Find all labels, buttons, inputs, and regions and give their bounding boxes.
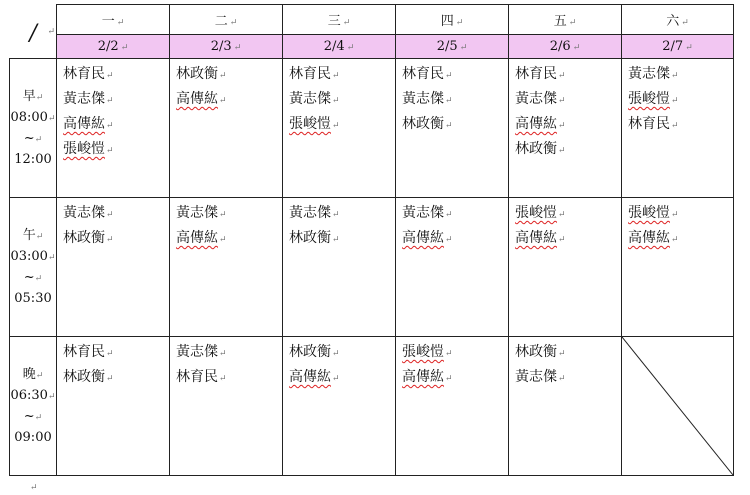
staff-name: 黃志傑↵ [289,91,340,107]
paragraph-mark-icon: ↵ [106,71,114,81]
staff-name: 林育民↵ [628,116,679,132]
paragraph-mark-icon: ↵ [346,43,355,53]
staff-name: 張峻愷↵ [289,116,340,132]
time-slot-cell [10,337,57,476]
corner-mark: / [29,20,37,46]
time-separator: ~↵ [23,269,43,285]
paragraph-mark-icon: ↵ [558,374,566,384]
paragraph-mark-icon: ↵ [332,210,340,220]
paragraph-mark-icon: ↵ [558,210,566,220]
weekday-header [622,5,734,35]
end-time: 12:00 [14,151,52,167]
paragraph-mark-icon: ↵ [332,374,340,384]
paragraph-mark-icon: ↵ [558,71,566,81]
date-label: 2/3 [210,39,232,54]
period-label: 早↵ [22,88,44,104]
weekday-label: 四 [440,14,454,29]
paragraph-mark-icon: ↵ [671,96,679,106]
paragraph-mark-icon: ↵ [47,252,56,263]
date-header-row [10,35,734,59]
schedule-cell [622,59,734,198]
period-label: 晚↵ [22,366,44,382]
schedule-cell [170,198,283,337]
end-time: 09:00 [14,429,52,445]
paragraph-mark-icon: ↵ [445,374,453,384]
time-slot-cell [10,198,57,337]
paragraph-mark-icon: ↵ [34,134,43,145]
staff-name: 林政衡↵ [63,230,114,246]
staff-name: 林育民↵ [289,66,340,82]
staff-name: 林育民↵ [402,66,453,82]
weekday-label: 三 [327,14,341,29]
staff-name: 林育民↵ [176,369,227,385]
schedule-cell [57,337,170,476]
corner-cell [10,5,57,59]
paragraph-mark-icon: ↵ [558,96,566,106]
staff-name: 高傳紘↵ [628,230,679,246]
paragraph-mark-icon: ↵ [681,18,689,28]
schedule-cell [396,59,509,198]
weekday-label: 六 [666,14,680,29]
paragraph-mark-icon: ↵ [120,43,129,53]
staff-name: 黃志傑↵ [289,205,340,221]
staff-name: 林政衡↵ [176,66,227,82]
paragraph-mark-icon: ↵ [106,374,114,384]
schedule-cell [283,337,396,476]
paragraph-mark-icon: ↵ [445,210,453,220]
staff-name: 林育民↵ [63,344,114,360]
paragraph-mark-icon: ↵ [568,18,577,28]
start-time: 08:00↵ [10,109,56,125]
schedule-cell [509,59,622,198]
paragraph-mark-icon: ↵ [572,43,581,53]
staff-name: 黃志傑↵ [515,91,566,107]
schedule-cell [170,337,283,476]
date-header [509,35,622,59]
date-label: 2/6 [549,39,571,54]
paragraph-mark-icon: ↵ [558,349,566,359]
paragraph-mark-icon: ↵ [332,349,340,359]
staff-name: 高傳紘↵ [402,230,453,246]
paragraph-mark-icon: ↵ [558,235,566,245]
staff-name: 高傳紘↵ [63,116,114,132]
paragraph-mark-icon: ↵ [219,235,227,245]
staff-name: 林政衡↵ [402,116,453,132]
paragraph-mark-icon: ↵ [35,231,44,242]
paragraph-mark-icon: ↵ [219,374,227,384]
weekday-header [509,5,622,35]
staff-name: 黃志傑↵ [402,91,453,107]
paragraph-mark-icon: ↵ [219,349,227,359]
weekday-header [396,5,509,35]
empty-slot-diagonal [622,337,733,475]
staff-name: 林政衡↵ [289,230,340,246]
period-row-afternoon [10,198,734,337]
staff-name: 高傳紘↵ [515,230,566,246]
period-row-morning [10,59,734,198]
schedule-cell [622,337,734,476]
paragraph-mark-icon: ↵ [455,18,464,28]
paragraph-mark-icon: ↵ [671,121,679,131]
weekday-header-row [10,5,734,35]
paragraph-mark-icon: ↵ [30,483,38,493]
schedule-cell [170,59,283,198]
paragraph-mark-icon: ↵ [35,92,44,103]
staff-name: 張峻愷↵ [628,205,679,221]
paragraph-mark-icon: ↵ [671,235,679,245]
date-header [283,35,396,59]
schedule-cell [509,198,622,337]
start-time: 06:30↵ [10,387,56,403]
weekday-header [57,5,170,35]
schedule-cell [622,198,734,337]
staff-name: 高傳紘↵ [289,369,340,385]
paragraph-mark-icon: ↵ [459,43,468,53]
paragraph-mark-icon: ↵ [219,71,227,81]
paragraph-mark-icon: ↵ [445,96,453,106]
date-label: 2/4 [323,39,345,54]
staff-name: 黃志傑↵ [176,344,227,360]
time-separator: ~↵ [23,130,43,146]
paragraph-mark-icon: ↵ [106,349,114,359]
staff-name: 林政衡↵ [289,344,340,360]
time-slot-cell [10,59,57,198]
schedule-cell [283,59,396,198]
paragraph-mark-icon: ↵ [233,43,242,53]
staff-name: 高傳紘↵ [176,91,227,107]
staff-name: 高傳紘↵ [402,369,453,385]
staff-name: 黃志傑↵ [402,205,453,221]
paragraph-mark-icon: ↵ [35,370,44,381]
staff-name: 林政衡↵ [515,141,566,157]
schedule-table [9,4,734,476]
paragraph-mark-icon: ↵ [47,26,56,37]
schedule-cell [57,59,170,198]
date-header [622,35,734,59]
paragraph-mark-icon: ↵ [332,96,340,106]
weekday-label: 五 [553,14,567,29]
schedule-cell [509,337,622,476]
paragraph-mark-icon: ↵ [671,210,679,220]
staff-name: 張峻愷↵ [515,205,566,221]
schedule-cell [57,198,170,337]
staff-name: 黃志傑↵ [63,91,114,107]
paragraph-mark-icon: ↵ [34,273,43,284]
schedule-cell [283,198,396,337]
schedule-cell [396,198,509,337]
paragraph-mark-icon: ↵ [34,412,43,423]
period-row-evening [10,337,734,476]
staff-name: 黃志傑↵ [176,205,227,221]
paragraph-mark-icon: ↵ [445,121,453,131]
paragraph-mark-icon: ↵ [106,146,114,156]
paragraph-mark-icon: ↵ [558,121,566,131]
paragraph-mark-icon: ↵ [219,96,227,106]
paragraph-mark-icon: ↵ [106,121,114,131]
staff-name: 高傳紘↵ [176,230,227,246]
staff-name: 林政衡↵ [63,369,114,385]
paragraph-mark-icon: ↵ [106,235,114,245]
weekday-header [170,5,283,35]
staff-name: 張峻愷↵ [402,344,453,360]
paragraph-mark-icon: ↵ [47,391,56,402]
paragraph-mark-icon: ↵ [116,18,125,28]
time-separator: ~↵ [23,408,43,424]
staff-name: 黃志傑↵ [628,66,679,82]
date-header [57,35,170,59]
paragraph-mark-icon: ↵ [445,71,453,81]
staff-name: 林育民↵ [63,66,114,82]
paragraph-mark-icon: ↵ [685,43,693,53]
date-label: 2/7 [662,39,684,54]
weekday-label: 一 [101,14,115,29]
date-label: 2/2 [97,39,119,54]
paragraph-mark-icon: ↵ [671,71,679,81]
paragraph-mark-icon: ↵ [558,146,566,156]
staff-name: 黃志傑↵ [515,369,566,385]
staff-name: 林政衡↵ [515,344,566,360]
date-label: 2/5 [436,39,458,54]
schedule-cell [396,337,509,476]
paragraph-mark-icon: ↵ [445,235,453,245]
paragraph-mark-icon: ↵ [445,349,453,359]
period-label: 午↵ [22,227,44,243]
date-header [170,35,283,59]
end-time: 05:30 [14,290,52,306]
paragraph-mark-icon: ↵ [106,210,114,220]
paragraph-mark-icon: ↵ [47,113,56,124]
staff-name: 黃志傑↵ [63,205,114,221]
paragraph-mark-icon: ↵ [229,18,238,28]
paragraph-mark-icon: ↵ [342,18,351,28]
paragraph-mark-icon: ↵ [332,121,340,131]
staff-name: 張峻愷↵ [63,141,114,157]
paragraph-mark-icon: ↵ [332,71,340,81]
paragraph-mark-icon: ↵ [332,235,340,245]
staff-name: 張峻愷↵ [628,91,679,107]
date-header [396,35,509,59]
paragraph-mark-icon: ↵ [106,96,114,106]
staff-name: 高傳紘↵ [515,116,566,132]
staff-name: 林育民↵ [515,66,566,82]
paragraph-mark-icon: ↵ [219,210,227,220]
weekday-header [283,5,396,35]
weekday-label: 二 [214,14,228,29]
start-time: 03:00↵ [10,248,56,264]
